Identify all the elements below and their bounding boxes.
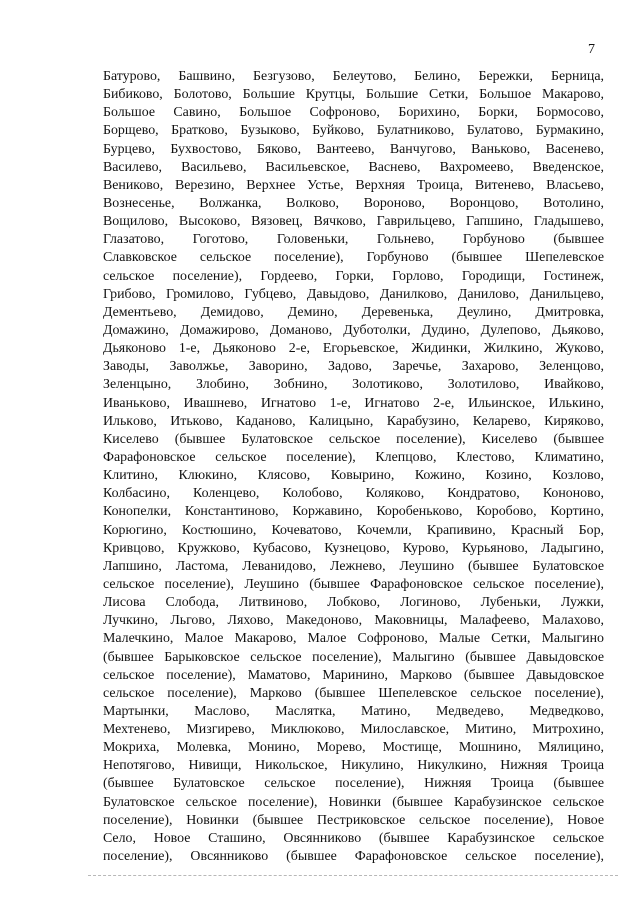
- text-line: Непотягово, Нивищи, Никольское, Никулино, Никулкино, Нижняя Троица: [103, 758, 604, 774]
- text-line: сельское поселение), Марково (бывшее Шепелевское сельское поселение),: [103, 685, 604, 701]
- text-line: Мокриха, Молевка, Монино, Морево, Мостище, Мошнино, Мялицино,: [103, 740, 604, 756]
- text-line: сельское поселение), Леушино (бывшее Фарафоновское сельское поселение),: [103, 576, 604, 592]
- text-line: Борщево, Братково, Бузыково, Буйково, Булатниково, Булатово, Бурмакино,: [103, 123, 604, 139]
- text-line: Грибово, Громилово, Губцево, Давыдово, Данилково, Данилово, Данильцево,: [103, 286, 604, 302]
- text-line: сельское поселение), Маматово, Маринино, Марково (бывшее Давыдовское: [103, 667, 604, 683]
- text-line: Зеленцыно, Злобино, Зобнино, Золотиково, Золотилово, Ивайково,: [103, 377, 604, 393]
- text-line: Домажино, Домажирово, Доманово, Дуботолки, Дудино, Дулепово, Дьяково,: [103, 322, 604, 338]
- text-line: Киселево (бывшее Булатовское сельское поселение), Киселево (бывшее: [103, 431, 604, 447]
- text-line: Лапшино, Ластома, Леванидово, Лежнево, Леушино (бывшее Булатовское: [103, 558, 604, 574]
- text-line: Колбасино, Коленцево, Колобово, Коляково, Кондратово, Кононово,: [103, 486, 604, 502]
- text-line: Большое Савино, Большое Софроново, Борихино, Борки, Бормосово,: [103, 105, 604, 121]
- text-line: Дементьево, Демидово, Демино, Деревенька, Деулино, Дмитровка,: [103, 304, 604, 320]
- text-line: Село, Новое Сташино, Овсянниково (бывшее Карабузинское сельское: [103, 830, 604, 846]
- text-line: поселение), Овсянниково (бывшее Фарафоновское сельское поселение),: [103, 849, 604, 865]
- text-line: Глазатово, Гоготово, Головеньки, Гольнево, Горбуново (бывшее: [103, 232, 604, 248]
- text-line: Малечкино, Малое Макарово, Малое Софроново, Малые Сетки, Малыгино: [103, 631, 604, 647]
- text-line: Лучкино, Льгово, Ляхово, Македоново, Маковницы, Малафеево, Малахово,: [103, 613, 604, 629]
- text-line: Лисова Слобода, Литвиново, Лобково, Логиново, Лубеньки, Лужки,: [103, 595, 604, 611]
- text-line: Клитино, Клюкино, Клясово, Ковырино, Кожино, Козино, Козлово,: [103, 468, 604, 484]
- text-line: Илькoво, Итьково, Каданово, Калицыно, Карабузино, Келарево, Киряково,: [103, 413, 604, 429]
- text-line: Фарафоновское сельское поселение), Клепцово, Клестово, Климатино,: [103, 449, 604, 465]
- footer-divider: [88, 875, 618, 876]
- text-line: Вощилово, Высоково, Вязовец, Вячково, Гаврильцево, Гапшино, Гладышево,: [103, 214, 604, 230]
- text-line: Мехтенево, Мизгирево, Миклюково, Милославское, Митино, Митрохино,: [103, 722, 604, 738]
- text-line: (бывшее Булатовское сельское поселение), Нижняя Троица (бывшее: [103, 776, 604, 792]
- text-line: Славковское сельское поселение), Горбуново (бывшее Шепелевское: [103, 250, 604, 266]
- text-line: Бибиково, Болотово, Большие Крутцы, Большие Сетки, Большое Макарово,: [103, 87, 604, 103]
- text-line: Бурцево, Бухвостово, Бяково, Вантеево, Ванчугово, Ваньково, Васенево,: [103, 141, 604, 157]
- text-line: (бывшее Барыковское сельское поселение), Малыгино (бывшее Давыдовское: [103, 649, 604, 665]
- text-line: Вознесенье, Волжанка, Волково, Вороново, Воронцово, Вотолино,: [103, 195, 604, 211]
- page-number: 7: [588, 42, 595, 57]
- text-line: поселение), Новинки (бывшее Пестриковское сельское поселение), Новое: [103, 812, 604, 828]
- text-line: Кривцово, Кружково, Кубасово, Кузнецово, Курово, Курьяново, Ладыгино,: [103, 540, 604, 556]
- text-line: Василево, Васильево, Васильевское, Васнево, Вахромеево, Введенское,: [103, 159, 604, 175]
- text-line: Мартынки, Маслово, Маслятка, Матино, Медведево, Медведково,: [103, 703, 604, 719]
- text-line: Иванькoво, Ивашнево, Игнатово 1-е, Игнатово 2-е, Ильинское, Илькино,: [103, 395, 604, 411]
- text-line: Заводы, Заволжье, Заворино, Задово, Заречье, Захарово, Зеленцово,: [103, 359, 604, 375]
- text-line: Вениково, Верезино, Верхнее Устье, Верхняя Троица, Витенево, Власьево,: [103, 177, 604, 193]
- text-line: Конопелки, Константиново, Коржавино, Коробеньково, Коробово, Кортино,: [103, 504, 604, 520]
- text-line: Батурово, Башвино, Безгузово, Белеутово, Белино, Бережки, Берница,: [103, 69, 604, 84]
- text-line: Дьяконово 1-е, Дьяконово 2-е, Егорьевское, Жидинки, Жилкино, Жуково,: [103, 341, 604, 357]
- document-body: [103, 68, 604, 866]
- text-line: сельское поселение), Гордеево, Горки, Горлово, Городищи, Гостинеж,: [103, 268, 604, 284]
- text-line: Булатовское сельское поселение), Новинки (бывшее Карабузинское сельское: [103, 794, 604, 810]
- text-line: Корюгино, Костюшино, Кочеватово, Кочемли, Крапивино, Красный Бор,: [103, 522, 604, 538]
